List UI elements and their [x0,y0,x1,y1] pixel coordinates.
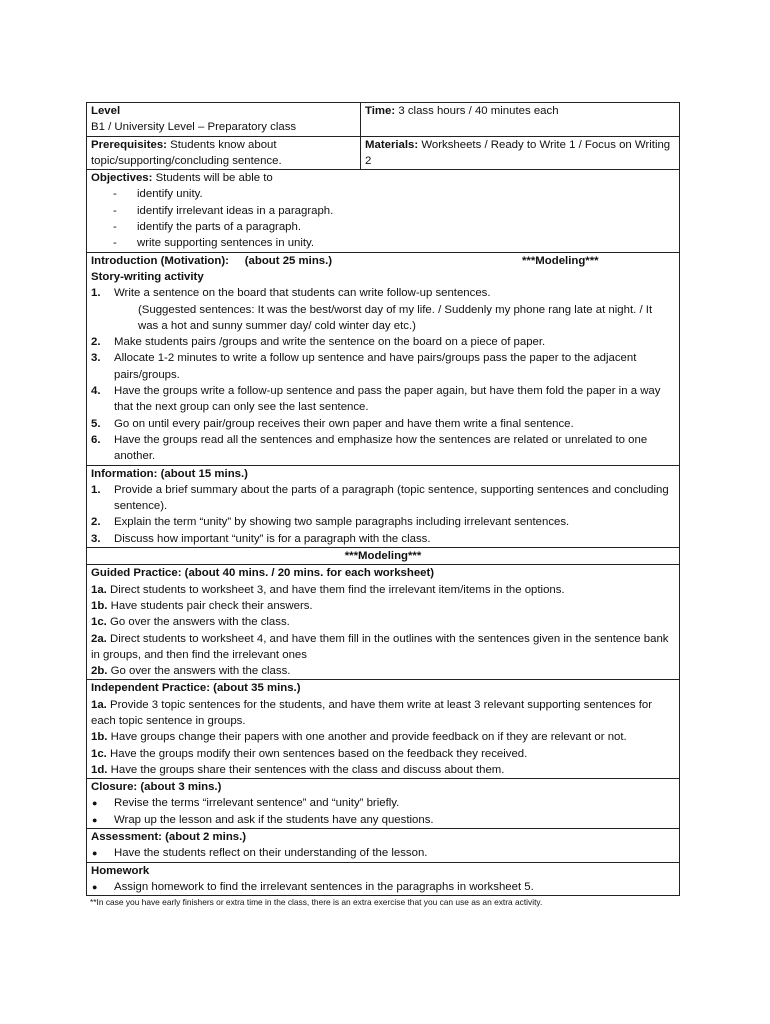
bullet-icon: ● [92,848,98,859]
objectives-list [91,186,675,251]
assessment-list [91,845,675,861]
list-item: ● Have the students reflect on their understanding of the lesson. [91,845,675,861]
objectives-cell [87,170,680,252]
homework-row [87,862,680,896]
introduction-list [91,285,675,464]
list-item: - identify irrelevant ideas in a paragraph. [113,204,334,217]
homework-heading: Homework [91,864,150,877]
bullet-icon: ● [92,798,98,809]
level-label: Level [91,105,121,117]
time-label: Time: [365,105,396,117]
lesson-plan-table [86,102,680,896]
list-item: ● Wrap up the lesson and ask if the students have any questions. [91,812,675,828]
modeling-row [87,548,680,565]
introduction-cell [87,252,680,465]
guided-practice-cell [87,565,680,680]
objectives-row [87,170,680,252]
closure-heading: Closure: (about 3 mins.) [91,781,222,794]
closure-list [91,795,675,828]
level-value: B1 / University Level – Preparatory class [91,121,297,134]
assessment-row [87,829,680,863]
list-item: 2b. Go over the answers with the class. [91,665,291,678]
homework-cell [87,862,680,896]
list-item: ● Assign homework to find the irrelevant sentences in the paragraphs in worksheet 5. [91,879,675,895]
information-row [87,465,680,547]
prereq-value: Students know about topic/supporting/concluding sentence. [91,138,282,167]
objectives-label: Objectives: [91,172,153,185]
list-item: ● Revise the terms “irrelevant sentence” and “unity” briefly. [91,795,675,811]
list-item: 1. Write a sentence on the board that students can write follow-up sentences. (Suggested sentences: It was the best/worst day of my life. / Suddenly my phone rang late at night. / It was a hot and sunny summer day/ cold winter day etc.) [91,285,675,334]
list-item: 1a. Provide 3 topic sentences for the students, and have them write at least 3 relevant supporting sentences for each topic sentence in groups. [91,698,653,727]
list-item: 4. Have the groups write a follow-up sentence and pass the paper again, but have them fold the paper in a way that the next group can only see the last sentence. [91,385,661,414]
closure-cell [87,779,680,829]
list-item: 1a. Direct students to worksheet 3, and have them find the irrelevant item/items in the options. [91,583,565,596]
introduction-row [87,252,680,465]
level-time-row [87,103,680,137]
lesson-plan [86,102,679,908]
list-item: 1. Provide a brief summary about the parts of a paragraph (topic sentence, supporting sentences and concluding sentence). [91,483,669,513]
modeling-label: ***Modeling*** [522,254,599,267]
materials-value: Worksheets / Ready to Write 1 / Focus on Writing 2 [365,138,671,167]
information-list [91,482,675,547]
list-item: 1b. Have students pair check their answers. [91,599,313,612]
footnote: **In case you have early finishers or extra time in the class, there is an extra exercise that you can use as an extra activity. [90,897,543,908]
guided-practice-heading: Guided Practice: (about 40 mins. / 20 mins. for each worksheet) [91,567,435,580]
list-item: 1c. Go over the answers with the class. [91,616,290,629]
independent-practice-row [87,680,680,779]
suggested-sentences: (Suggested sentences: It was the best/worst day of my life. / Suddenly my phone rang late at night. / It was a hot and sunny summer day/ cold winter day etc.) [138,303,653,332]
list-item: 6. Have the groups read all the sentences and emphasize how the sentences are related or unrelated to one another. [91,433,648,463]
list-item: 1d. Have the groups share their sentences with the class and discuss about them. [91,763,505,776]
information-heading: Information: (about 15 mins.) [91,467,248,480]
objectives-intro: Students will be able to [152,172,273,185]
list-item: 1b. Have groups change their papers with one another and provide feedback on if they are relevant or not. [91,731,627,744]
materials-label: Materials: [365,138,419,151]
introduction-subheading: Story-writing activity [91,270,204,283]
list-item: 5. Go on until every pair/group receives their own paper and have them write a final sentence. [91,417,574,430]
list-item: 3. Discuss how important “unity” is for a paragraph with the class. [91,532,431,545]
modeling-cell: ***Modeling*** [87,548,680,565]
list-item: 2a. Direct students to worksheet 4, and have them fill in the outlines with the sentences given in the sentence bank in groups, and then find the irrelevant ones [91,632,669,661]
list-item: - write supporting sentences in unity. [113,237,315,250]
bullet-icon: ● [92,881,98,892]
bullet-icon: ● [92,814,98,825]
independent-practice-heading: Independent Practice: (about 35 mins.) [91,682,301,695]
list-item: - identify unity. [113,188,203,201]
prereq-cell [87,136,361,170]
assessment-cell [87,829,680,863]
materials-cell [361,136,680,170]
level-cell [87,103,361,137]
list-item: 1c. Have the groups modify their own sentences based on the feedback they received. [91,747,528,760]
list-item: 3. Allocate 1-2 minutes to write a follow up sentence and have pairs/groups pass the paper to the adjacent pairs/groups. [91,352,637,381]
closure-row [87,779,680,829]
list-item: 2. Explain the term “unity” by showing two sample paragraphs including irrelevant sentences. [91,516,570,529]
independent-practice-cell [87,680,680,779]
introduction-heading: Introduction (Motivation): (about 25 mins.) [91,254,333,267]
introduction-heading-line [91,253,675,269]
time-value: 3 class hours / 40 minutes each [395,105,559,117]
information-cell [87,465,680,547]
guided-practice-row [87,565,680,680]
list-item: - identify the parts of a paragraph. [113,221,302,234]
assessment-heading: Assessment: (about 2 mins.) [91,831,247,844]
homework-list [91,879,675,895]
prereq-materials-row [87,136,680,170]
list-item: 2. Make students pairs /groups and write the sentence on the board on a piece of paper. [91,336,546,349]
prereq-label: Prerequisites: [91,138,167,151]
time-cell [361,103,680,137]
